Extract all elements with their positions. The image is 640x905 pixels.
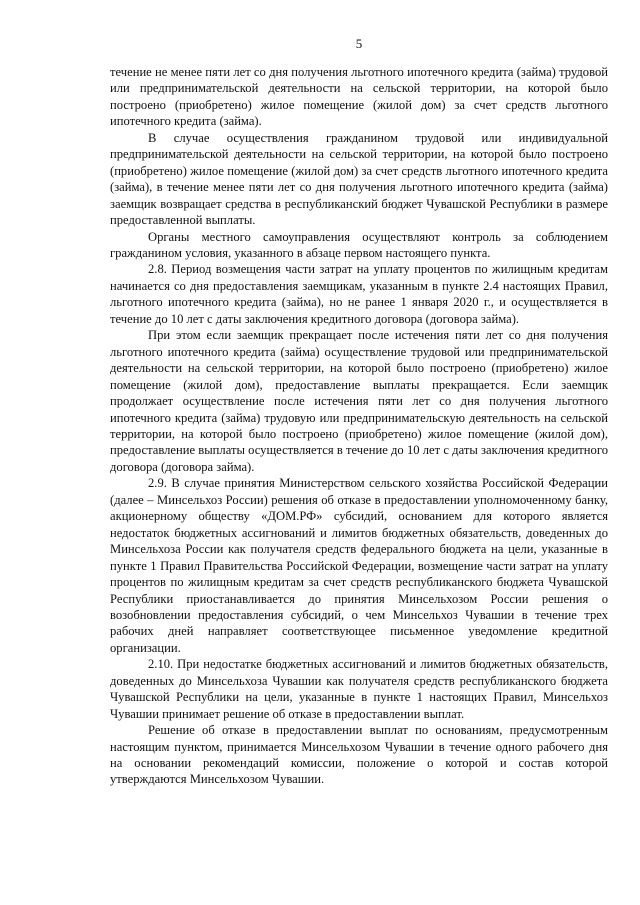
paragraph-continuation: течение не менее пяти лет со дня получения льготного ипотечного кредита (займа) трудовой или предпринимательской деятельности на сельской территории, на которой было построено (приобретено) жилое помещение (жилой дом) за счет средств льготного ипотечного кредита (займа). [110,65,608,129]
paragraph-2-9: 2.9. В случае принятия Министерством сельского хозяйства Российской Федерации (далее – Минсельхоз России) решения об отказе в предоставлении уполномоченному банку, акционерному обществу «ДОМ.РФ» субсидий, основанием для которого является недостаток бюджетных ассигнований и лимитов бюджетных обязательств, доведенных до Минсельхоза России как получателя средств федерального бюджета на цели, указанные в пункте 1 Правил Правительства Российской Федерации, возмещение части затрат на уплату процентов по жилищным кредитам за счет средств республиканского бюджета Чувашской Республики приостанавливается до принятия Минсельхозом России решения о возобновлении предоставления субсидий, о чем Минсельхоз Чувашии в течение трех рабочих дней направляет соответствующее письменное уведомление кредитной организации. [110,476,608,655]
paragraph-2-8-termination: При этом если заемщик прекращает после истечения пяти лет со дня получения льготного ипотечного кредита (займа) осуществление трудовой или предпринимательской деятельности на сельской территории, на которой было построено (приобретено) жилое помещение (жилой дом), предоставление выплаты прекращается. Если заемщик продолжает осуществление после истечения пяти лет со дня получения льготного ипотечного кредита (займа) трудовую или предпринимательскую деятельность на сельской территории, на которой было построено (приобретено) жилое помещение (жилой дом), предоставление выплаты осуществляется в течение до 10 лет с даты заключения кредитного договора (договора займа). [110,328,608,474]
paragraph-local-control: Органы местного самоуправления осуществляют контроль за соблюдением гражданином условия, указанного в абзаце первом настоящего пункта. [110,229,608,260]
paragraph-2-8: 2.8. Период возмещения части затрат на уплату процентов по жилищным кредитам начинается со дня предоставления заемщикам, указанным в пункте 2.4 настоящих Правил, льготного ипотечного кредита (займа), но не ранее 1 января 2020 г., и осуществляется в течение до 10 лет с даты заключения кредитного договора (договора займа). [110,262,608,326]
document-body [110,64,608,788]
paragraph-early-termination: В случае осуществления гражданином трудовой или индивидуальной предпринимательской деятельности на сельской территории, на которой было построено (приобретено) жилое помещение (жилой дом) за счет средств льготного ипотечного кредита (займа), в течение менее пяти лет со дня получения льготного ипотечного кредита (займа) заемщик возвращает средства в республиканский бюджет Чувашской Республики в размере предоставленной выплаты. [110,130,608,228]
page-number: 5 [355,36,363,51]
paragraph-refusal-decision: Решение об отказе в предоставлении выплат по основаниям, предусмотренным настоящим пунктом, принимается Минсельхозом Чувашии в течение одного рабочего дня на основании рекомендаций комиссии, положение о которой и состав которой утверждаются Минсельхозом Чувашии. [110,723,608,787]
paragraph-2-10: 2.10. При недостатке бюджетных ассигнований и лимитов бюджетных обязательств, доведенных до Минсельхоза Чувашии как получателя средств республиканского бюджета Чувашской Республики на цели, указанные в пункте 1 настоящих Правил, Минсельхоз Чувашии принимает решение об отказе в предоставлении выплат. [110,657,608,721]
